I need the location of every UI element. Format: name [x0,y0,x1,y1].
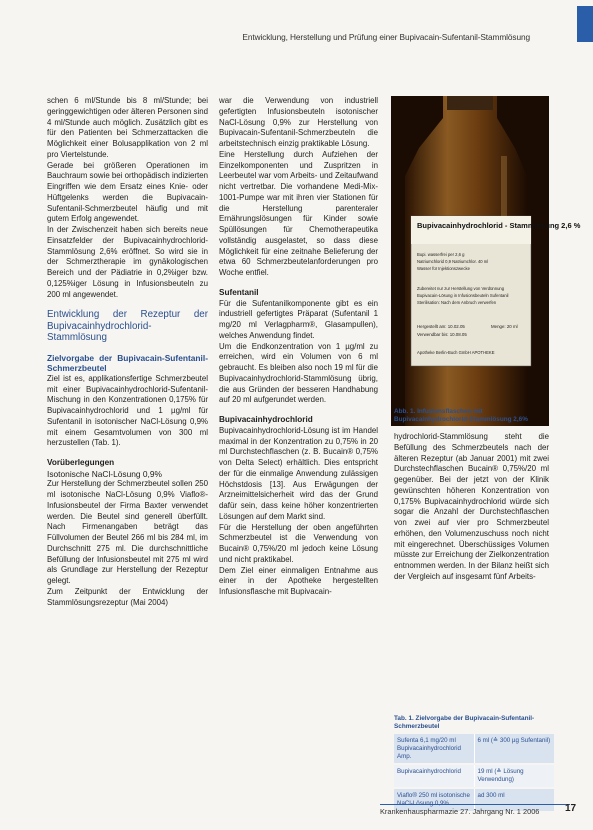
subheading-vorueberlegungen: Vorüberlegungen [47,458,115,467]
paragraph: Bupivacainhydrochlorid-Lösung ist im Handel maximal in der Konzentration zu 0,75% in 20 ml Durchstechflaschen (z. B. Bucain® 0,75% von Delta Select) erhältlich. Dies entspricht der für die einmalige Anwendung zulässigen Höchstdosis [13]. Aus Erwägungen der Arzneimittelsicherheit wird das der Grund dafür sein, dass keine höher konzentrierten Lösungen auf dem Markt sind. [219,425,378,521]
table-row [394,734,554,763]
table-caption: Tab. 1. Zielvorgabe der Bupivacain-Sufentanil-Schmerzbeutel [394,715,535,730]
paragraph: Gerade bei größeren Operationen im Bauchraum sowie bei orthopädisch indizierten Eingriffen wie dem Ersatz eines Knie- oder Hüftgelenks werden die Bupivacain-Sufentanil-Schmerzbeutel häufig und mit gutem Erfolg angewendet. [47,160,208,224]
paragraph: Um die Endkonzentration von 1 µg/ml zu erreichen, wird ein Volumen von 6 ml gebraucht. Es bleiben also noch 19 ml für die Bupivacainhydrochlorid-Stammlösung übrig, die aus Gründen der besseren Handhabung auf 20 ml aufgerundet werden. [219,341,378,405]
paragraph: Zum Zeitpunkt der Entwicklung der Stammlösungsrezeptur (Mai 2004) [47,586,208,607]
table-cell: ad 300 ml [477,791,505,799]
paragraph: In der Zwischenzeit haben sich bereits neue Einsatzfelder der Bupivacainhydrochlorid-Stammlösung 2,6% eröffnet. So wird sie in der Schmerztherapie im gynäkologischen Bereich und der Pädiatrie in 0,2%iger bzw. 0,125%iger Lösung in Infusionsbeuteln zu 200 ml angewendet. [47,225,208,299]
paragraph: Dem Ziel einer einmaligen Entnahme aus einer in der Apotheke hergestellten Infusionsflasche mit Bupivacain- [219,565,378,596]
column-right [394,432,549,583]
table-cell: Sufenta 6,1 mg/20 ml Bupivacainhydrochlorid Amp. [394,734,475,763]
footer-rule [380,804,570,805]
paragraph: Für die Sufentanilkomponente gibt es ein industriell gefertigtes Präparat (Sufentanil 1 mg/20 ml Verlagpharm®, Glasampullen), welches Anwendung findet. [219,298,378,340]
page-number: 17 [565,803,577,814]
label-warning: Bupivacain-Lösung in Infusionsbeuteln Sufentanil [417,293,509,298]
label-warning: Zubereitet nur zur Herstellung von Verdünnung [417,286,505,291]
bottle-photo [391,96,581,426]
journal-footer: Krankenhauspharmazie 27. Jahrgang Nr. 1 2006 [380,807,540,816]
paragraph: war die Verwendung von industriell gefertigten Infusionsbeuteln isotonischer NaCl-Lösung 0,9% zur Herstellung von Bupivacain-Sufentanil-Schmerzbeuteln die arbeitstechnisch einzig praktikable Lösung. [219,96,378,148]
section-heading: Entwicklung der Rezeptur der Bupivacainhydrochlorid-Stammlösung [47,309,208,344]
label-maker: Apotheke Berlin-Buch GmbH APOTHEKE [417,350,495,355]
paragraph: Ziel ist es, applikationsfertige Schmerzbeutel mit einer Bupivacainhydrochlorid-Sufentanil-Mischung in den Konzentrationen 0,175% für Bupivacainhydrochlorid und 1 µg/ml für Sufentanil in isotonischer NaCl-Lösung 0,9% mit einem Gesamtvolumen von 300 ml herzustellen (Tab. 1). [47,373,208,448]
label-line: Bupi. wasserfrei per 2,6 g [417,252,465,257]
label-title: Bupivacainhydrochlorid - Stammlösung 2,6 % [417,221,581,230]
section-tab [577,6,593,42]
target-table [394,734,554,813]
label-date: Hergestellt am: 10.02.05 [417,324,465,329]
table-cell: 19 ml (≙ Lösung Verwendung) [477,768,524,784]
label-date: Verwendbar bis: 10.08.05 [417,332,467,337]
figure-caption: Abb. 1. Infusionsflaschen mit Bupivacainhydrochlorid-Stammlösung 2,6% [394,408,528,423]
label-line: Natriumchlorid 0,9 Natriumchlor. 40 ml [417,259,489,264]
column-left [47,96,208,608]
bottle-illustration [391,96,581,426]
table-cell: Viaflo® 250 ml isotonische [394,789,475,811]
paragraph: schen 6 ml/Stunde bis 8 ml/Stunde; bei geringgewichtigen oder älteren Personen sind 4 ml/Stunde auch möglich. Zusätzlich gibt es für den Patienten bei Schmerzattacken die Möglichkeit einer Bolusapplikation von 2 ml pro Viertelstunde. [47,96,208,159]
subheading-bupivacain: Bupivacainhydrochlorid [219,415,313,424]
label-line: Wasser für Injektionszwecke [417,266,470,271]
running-header: Entwicklung, Herstellung und Prüfung einer Bupivacain-Sufentanil-Stammlösung [242,32,530,42]
subheading-nacl: Isotonische NaCl-Lösung 0,9% [47,468,162,479]
subheading-sufentanil: Sufentanil [219,287,259,297]
paragraph: Für die Herstellung der oben angeführten Schmerzbeutel ist die Verwendung von Bucain® 0,75%/20 ml jedoch keine Lösung und nicht praktikabel. [219,522,378,564]
label-warning: Sterilisation: Nach dem Anbruch verwerfen [417,300,497,305]
table-row [394,765,554,787]
column-middle [219,96,378,598]
table-cell: Bupivacainhydrochlorid [394,765,475,787]
paragraph: Zur Herstellung der Schmerzbeutel sollen 250 ml isotonische NaCl-Lösung 0,9% Viaflo®-Infusionsbeutel der Firma Baxter verwendet werden. Die Beutel sind generell überfüllt. Nach Firmenangaben beträgt das Füllvolumen der Beutel 266 ml bis 284 ml, im Durchschnitt 275 ml. Die durchschnittliche Befüllung der Infusionsbeutel mit 275 ml wird als Grundlage zur Herstellung der Rezeptur gelegt. [47,479,208,585]
paragraph: Eine Herstellung durch Aufziehen der Einzelkomponenten und Zuspritzen in Leerbeutel war vom Arbeits- und Zeitaufwand nicht vertretbar. Die vorhandene Medi-Mix-1001-Pumpe war mit ihren vier Stationen für die Herstellung parenteraler Ernährungslösungen für Kinder sowie Spüllösungen für Chemotherapeutika vollständig ausgelastet, so dass diese Möglichkeit für eine zeitnahe Belieferung der etwa 60 Schmerzbeutelanforderungen pro Woche entfiel. [219,149,378,277]
subsection-heading: Zielvorgabe der Bupivacain-Sufentanil-Schmerzbeutel [47,352,208,374]
table-cell: 6 ml (≙ 300 µg Sufentanil) [477,737,551,744]
label-qty: Menge: 20 ml [491,324,518,329]
paragraph: hydrochlorid-Stammlösung steht die Befüllung des Schmerzbeutels nach der älteren Rezeptur (ab Januar 2001) mit zwei Durchstechflaschen Bucain® 0,75%/20 ml gegenüber. Bei der jetzt von der Klinik gewünschten höheren Konzentration von 0,175% Bupivacainhydrochlorid würde sich sogar die Anzahl der Durchstechflaschen von zwei auf vier pro Schmerzbeutel erhöhen, den Volumenzuschuss noch nicht mit eingerechnet. Überschüssiges Volumen müsste zur Erreichung der Zielkonzentration entnommen werden. In der Bilanz heißt sich der Vergleich auf insgesamt fünf Arbeits- [394,432,549,581]
